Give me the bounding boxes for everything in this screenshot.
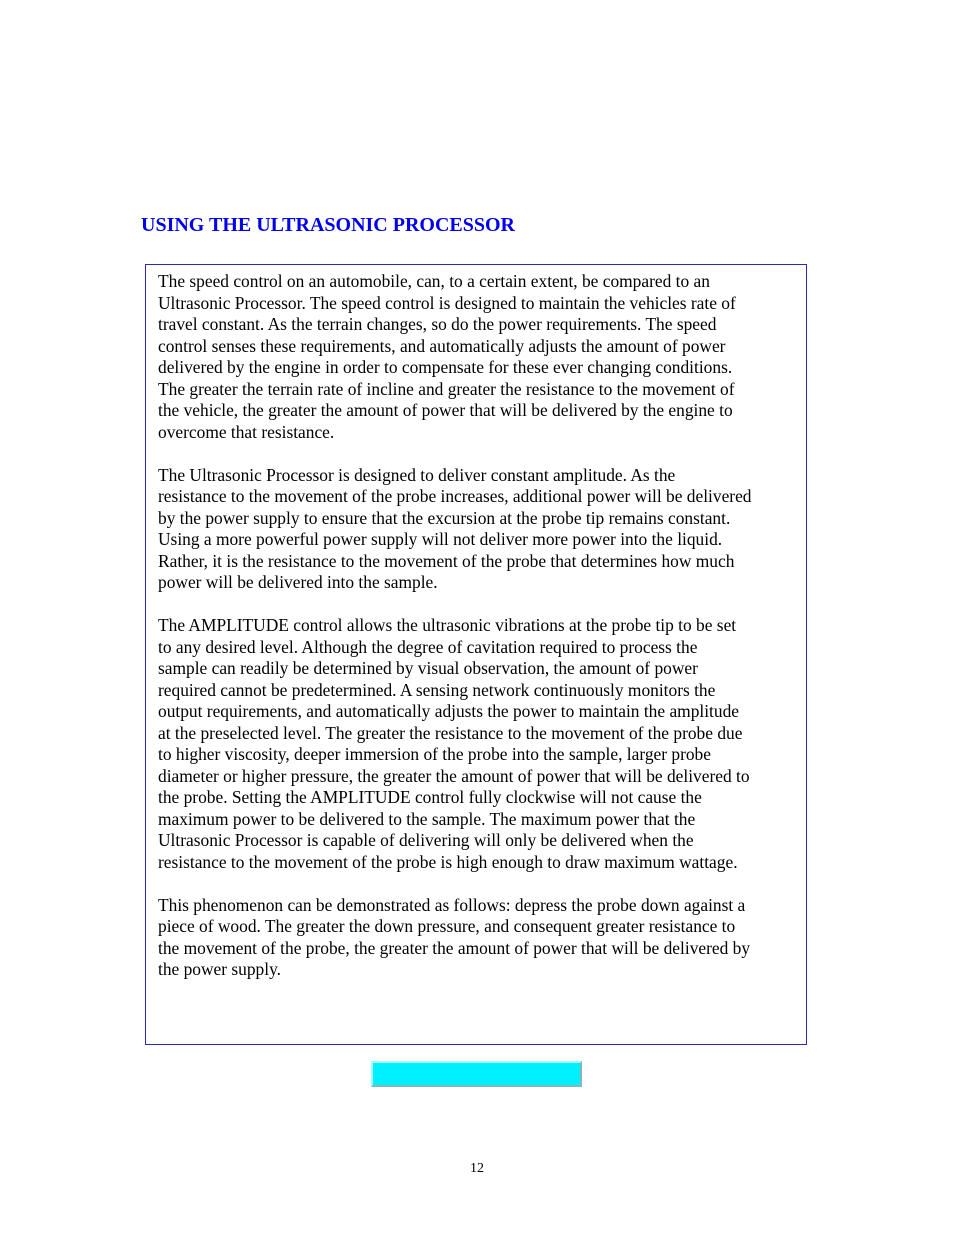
text-line: maximum power to be delivered to the sample. The maximum power that the: [158, 808, 696, 829]
text-line: Ultrasonic Processor. The speed control is designed to maintain the vehicles rate of: [158, 292, 736, 313]
text-line: at the preselected level. The greater the resistance to the movement of the probe due: [158, 722, 743, 743]
paragraph-constant-amplitude: [158, 465, 803, 594]
text-line: piece of wood. The greater the down pressure, and consequent greater resistance to: [158, 916, 736, 936]
text-line: The greater the terrain rate of incline and greater the resistance to the movement of: [158, 378, 735, 399]
text-line: Using a more powerful power supply will not deliver more power into the liquid.: [158, 529, 723, 549]
text-line: resistance to the movement of the probe increases, additional power will be delivered: [158, 486, 752, 506]
text-line: This phenomenon can be demonstrated as follows: depress the probe down against a: [158, 894, 746, 915]
navigation-button[interactable]: [371, 1061, 582, 1087]
text-line: the power supply.: [158, 959, 281, 979]
text-line: required cannot be predetermined. A sensing network continuously monitors the: [158, 679, 716, 700]
text-line: The speed control on an automobile, can, to a certain extent, be compared to an: [158, 271, 710, 291]
text-line: the probe. Setting the AMPLITUDE control fully clockwise will not cause the: [158, 787, 702, 807]
text-line: the movement of the probe, the greater the amount of power that will be delivered by: [158, 937, 751, 958]
text-line: Ultrasonic Processor is capable of delivering will only be delivered when the: [158, 830, 694, 850]
page-number: 12: [470, 1161, 484, 1176]
text-line: delivered by the engine in order to compensate for these ever changing conditions.: [158, 357, 733, 377]
text-line: control senses these requirements, and automatically adjusts the amount of power: [158, 335, 726, 356]
text-line: The Ultrasonic Processor is designed to deliver constant amplitude. As the: [158, 464, 676, 485]
text-line: sample can readily be determined by visual observation, the amount of power: [158, 658, 698, 678]
paragraph-speed-control: [158, 271, 803, 443]
section-heading: USING THE ULTRASONIC PROCESSOR: [141, 214, 515, 236]
text-line: The AMPLITUDE control allows the ultrasonic vibrations at the probe tip to be set: [158, 615, 737, 635]
text-line: Rather, it is the resistance to the movement of the probe that determines how much: [158, 550, 735, 571]
text-line: to higher viscosity, deeper immersion of the probe into the sample, larger probe: [158, 744, 711, 764]
paragraph-demonstration: [158, 895, 803, 981]
text-box: [145, 264, 807, 1045]
text-line: power will be delivered into the sample.: [158, 572, 438, 592]
text-line: by the power supply to ensure that the excursion at the probe tip remains constant.: [158, 507, 731, 528]
text-line: travel constant. As the terrain changes, so do the power requirements. The speed: [158, 314, 717, 334]
text-line: to any desired level. Although the degree of cavitation required to process the: [158, 636, 698, 657]
text-line: diameter or higher pressure, the greater the amount of power that will be delivered to: [158, 765, 750, 786]
text-body: [158, 271, 803, 1002]
text-line: output requirements, and automatically adjusts the power to maintain the amplitude: [158, 701, 739, 721]
text-line: resistance to the movement of the probe is high enough to draw maximum wattage.: [158, 851, 738, 872]
text-line: the vehicle, the greater the amount of power that will be delivered by the engine to: [158, 400, 733, 420]
text-line: overcome that resistance.: [158, 421, 335, 442]
paragraph-amplitude-control: [158, 615, 803, 873]
